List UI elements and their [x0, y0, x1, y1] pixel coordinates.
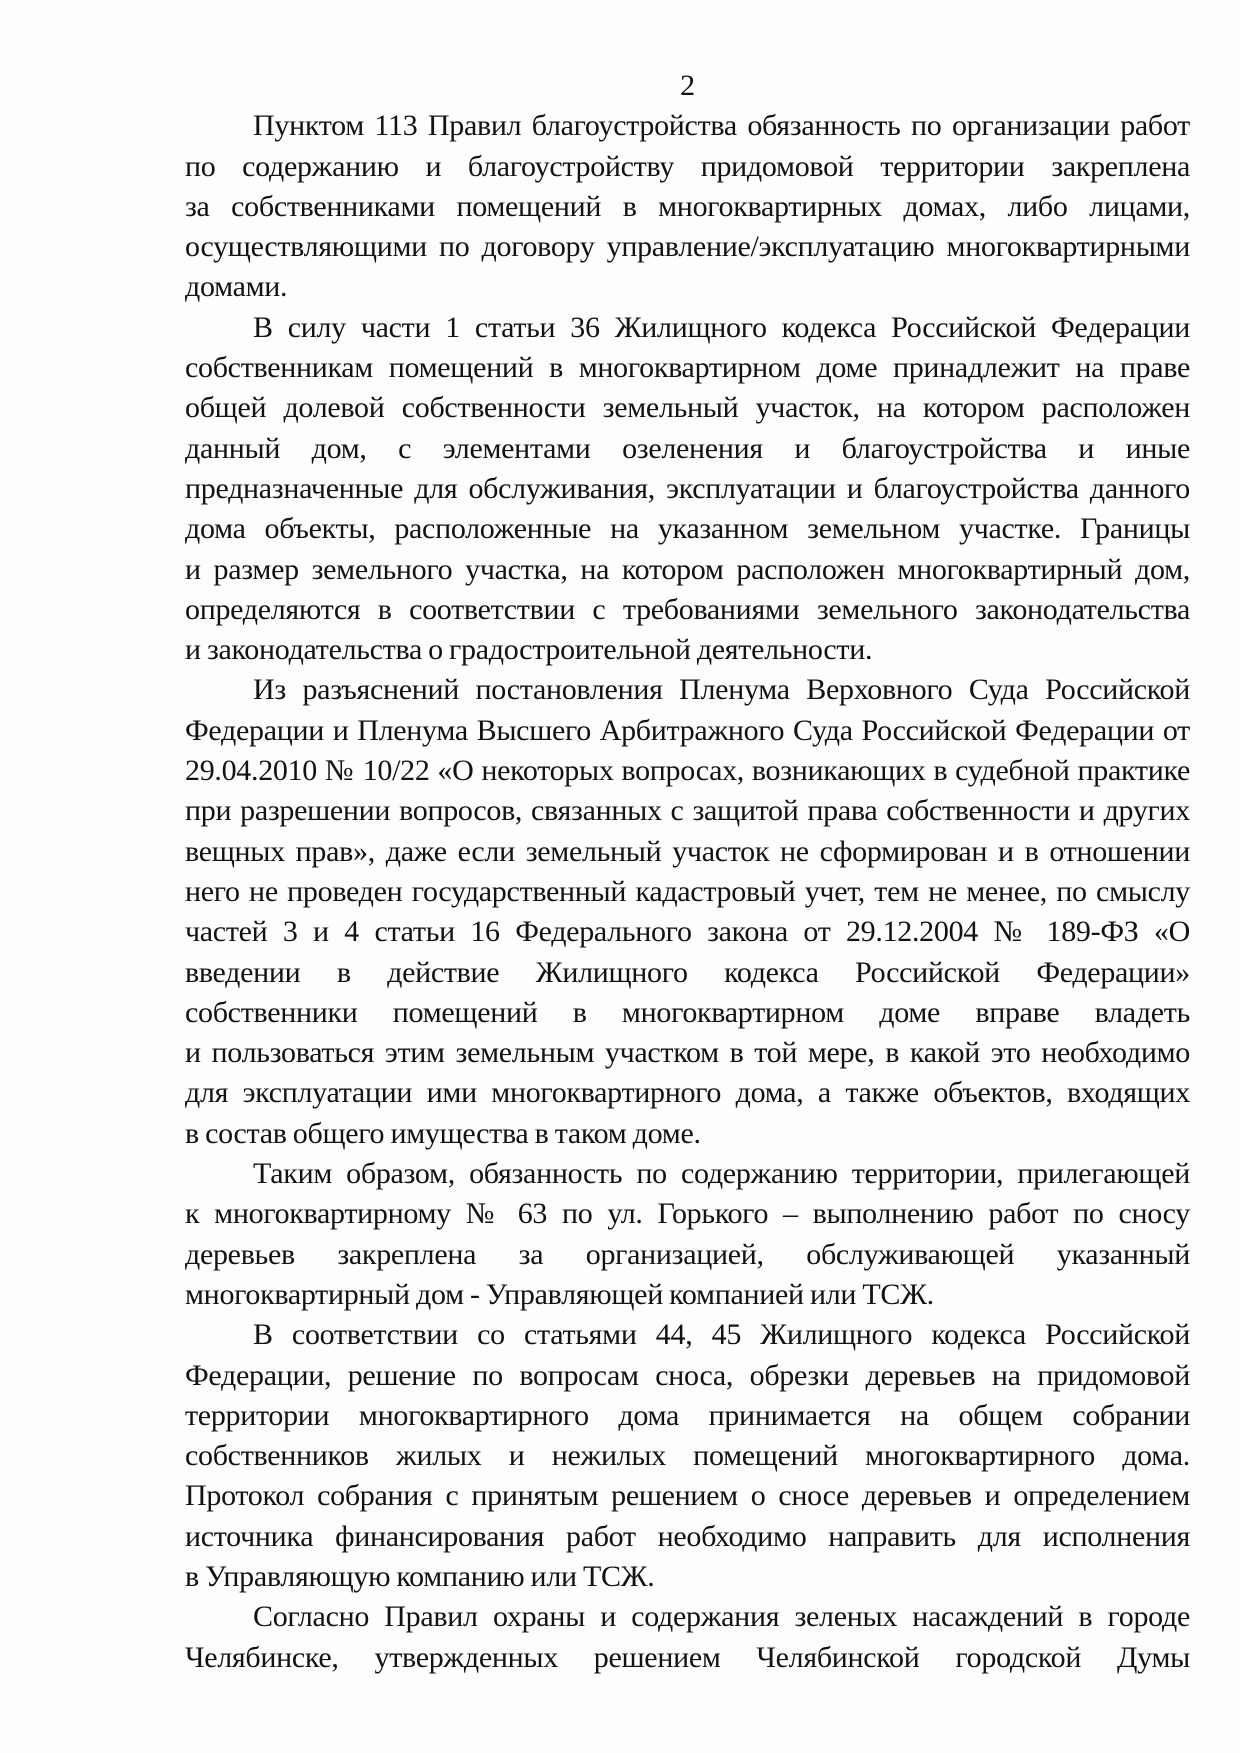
text-line: Из разъяснений постановления Пленума Верховного Суда Российской: [253, 673, 1190, 707]
text-line: 29.04.2010 № 10/22 «О некоторых вопросах, возникающих в судебной практике: [185, 754, 1190, 788]
text-line: данный дом, с элементами озеленения и благоустройства и иные: [185, 431, 1190, 465]
text-line: определяются в соответствии с требованиями земельного законодательства: [185, 592, 1190, 626]
text-line: него не проведен государственный кадастровый учет, тем не менее, по смыслу: [185, 874, 1190, 908]
text-line: домами.: [185, 270, 288, 304]
paragraph: [185, 1154, 1190, 1315]
paragraph: [185, 1315, 1190, 1597]
text-line: собственники помещений в многоквартирном доме вправе владеть: [185, 995, 1190, 1029]
paragraph: [185, 308, 1190, 671]
text-line: источника финансирования работ необходимо направить для исполнения: [185, 1519, 1190, 1553]
text-line: Челябинске, утвержденных решением Челябинской городской Думы: [185, 1640, 1190, 1674]
text-block: [185, 66, 1190, 1678]
text-line: Федерации, решение по вопросам сноса, обрезки деревьев на придомовой: [185, 1358, 1190, 1392]
text-line: для эксплуатации ими многоквартирного дома, а также объектов, входящих: [185, 1076, 1190, 1110]
text-line: Таким образом, обязанность по содержанию территории, прилегающей: [253, 1157, 1190, 1191]
text-line: В соответствии со статьями 44, 45 Жилищного кодекса Российской: [253, 1318, 1190, 1352]
text-line: вещных прав», даже если земельный участок не сформирован и в отношении: [185, 834, 1190, 868]
text-line: деревьев закреплена за организацией, обслуживающей указанный: [185, 1237, 1190, 1271]
paragraph: [185, 106, 1190, 307]
text-line: и размер земельного участка, на котором расположен многоквартирный дом,: [185, 552, 1190, 586]
text-line: и пользоваться этим земельным участком в той мере, в какой это необходимо: [185, 1036, 1190, 1070]
text-line: общей долевой собственности земельный участок, на котором расположен: [185, 391, 1190, 425]
text-line: собственников жилых и нежилых помещений многоквартирного дома.: [185, 1439, 1190, 1473]
text-line: осуществляющими по договору управление/эксплуатацию многоквартирными: [185, 230, 1190, 264]
text-line: Пунктом 113 Правил благоустройства обязанность по организации работ: [253, 109, 1190, 143]
text-line: при разрешении вопросов, связанных с защитой права собственности и других: [185, 794, 1190, 828]
text-line: В силу части 1 статьи 36 Жилищного кодекса Российской Федерации: [253, 310, 1190, 344]
text-line: и законодательства о градостроительной деятельности.: [185, 633, 873, 667]
text-line: Протокол собрания с принятым решением о сносе деревьев и определением: [185, 1479, 1190, 1513]
paragraph: [185, 670, 1190, 1154]
text-line: территории многоквартирного дома принимается на общем собрании: [185, 1398, 1190, 1432]
text-line: дома объекты, расположенные на указанном земельном участке. Границы: [185, 512, 1190, 546]
text-line: предназначенные для обслуживания, эксплуатации и благоустройства данного: [185, 471, 1190, 505]
text-line: введении в действие Жилищного кодекса Российской Федерации»: [185, 955, 1190, 989]
text-line: за собственниками помещений в многоквартирных домах, либо лицами,: [185, 189, 1190, 223]
text-line: собственникам помещений в многоквартирном доме принадлежит на праве: [185, 351, 1190, 385]
paragraph: [185, 1597, 1190, 1678]
page-number: 2: [680, 69, 695, 102]
text-line: Федерации и Пленума Высшего Арбитражного Суда Российской Федерации от: [185, 713, 1190, 747]
text-line: многоквартирный дом - Управляющей компанией или ТСЖ.: [185, 1277, 934, 1311]
text-line: по содержанию и благоустройству придомовой территории закреплена: [185, 149, 1190, 183]
text-line: частей 3 и 4 статьи 16 Федерального закона от 29.12.2004 № 189-ФЗ «О: [185, 915, 1190, 949]
text-line: в Управляющую компанию или ТСЖ.: [185, 1559, 655, 1593]
text-line: Согласно Правил охраны и содержания зеленых насаждений в городе: [253, 1600, 1190, 1634]
text-line: к многоквартирному № 63 по ул. Горького – выполнению работ по сносу: [185, 1197, 1190, 1231]
text-line: в состав общего имущества в таком доме.: [185, 1116, 701, 1150]
